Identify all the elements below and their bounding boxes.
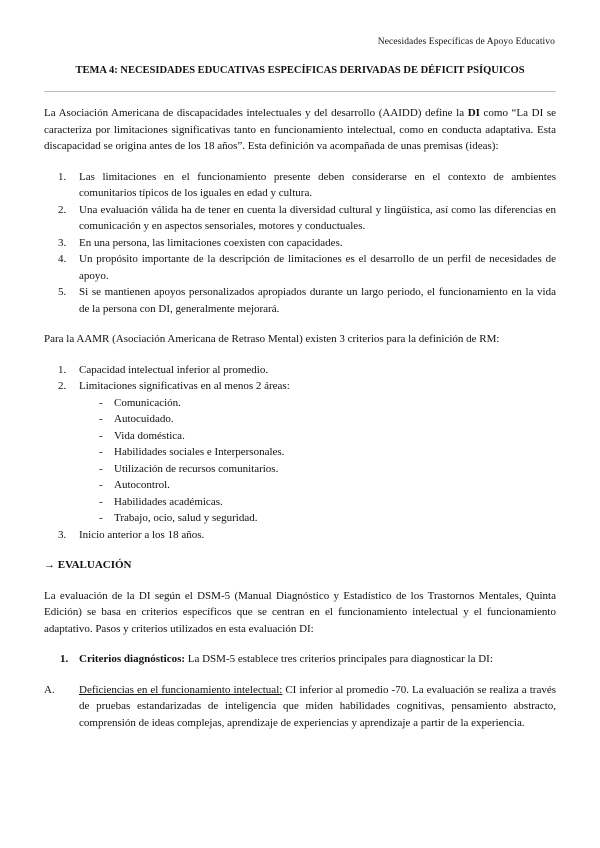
premises-list: [44, 169, 556, 318]
list-item-text: Un propósito importante de la descripción de limitaciones es el desarrollo de un perfil de necesidades de apoyo.: [79, 253, 556, 282]
list-letter: A.: [44, 683, 55, 696]
list-number: 2.: [58, 203, 67, 216]
list-number: 3.: [58, 528, 67, 541]
list-item-text: Limitaciones significativas en al menos 2 áreas:: [79, 380, 290, 392]
list-item: [44, 169, 556, 202]
area-text: Habilidades sociales e Interpersonales.: [114, 446, 285, 458]
list-number: 4.: [58, 253, 67, 265]
area-item: - Utilización de recursos comunitarios.: [99, 462, 279, 475]
area-item: - Habilidades sociales e Interpersonales.: [99, 446, 285, 458]
list-item: [44, 682, 556, 732]
area-text: Autocontrol.: [114, 479, 170, 491]
area-text: Vida doméstica.: [114, 429, 185, 442]
list-item: [44, 362, 556, 379]
areas-list: [44, 395, 556, 527]
area-text: Autocuidado.: [114, 413, 174, 425]
intro-text-end: como “La DI se caracteriza por limitaciones significativas tanto en funcionamiento intelectual, como en conducta adaptativa. Esta discapacidad se origina antes de los 18 años”. Esta definición va acompañada de unas premisas (ideas):: [44, 107, 556, 152]
intro-paragraph: [44, 105, 556, 155]
criteria-text: La DSM-5 establece tres criterios principales para diagnosticar la DI:: [185, 653, 493, 665]
area-item: - Trabajo, ocio, salud y seguridad.: [99, 512, 258, 524]
list-item: [44, 202, 556, 235]
evaluation-paragraph: La evaluación de la DI según el DSM-5 (Manual Diagnóstico y Estadístico de los Trastornos Mentales, Quinta Edición) se basa en criterios específicos que se centran en el funcionamiento intelectual y el funcionamiento adaptativo. Pasos y criterios utilizados en esta evaluación DI:: [44, 589, 556, 635]
aamr-criteria-list: [44, 362, 556, 544]
area-text: Habilidades académicas.: [114, 495, 223, 508]
list-number: 1.: [58, 170, 67, 183]
list-item: [44, 235, 556, 252]
document-title: TEMA 4: NECESIDADES EDUCATIVAS ESPECÍFICAS DERIVADAS DE DÉFICIT PSÍQUICOS: [75, 65, 525, 76]
evaluation-heading: → EVALUACIÓN: [44, 559, 132, 571]
list-number: 1.: [58, 363, 67, 376]
area-text: Utilización de recursos comunitarios.: [114, 462, 279, 475]
list-number: 1.: [60, 653, 69, 665]
area-item: - Comunicación.: [99, 396, 181, 409]
aamr-intro: Para la AAMR (Asociación Americana de Retraso Mental) existen 3 criterios para la definición de RM:: [44, 333, 500, 345]
intro-text-start: La Asociación Americana de discapacidades intelectuales y del desarrollo (AAIDD) define la: [44, 107, 468, 119]
intro-term-di: DI: [467, 107, 480, 119]
list-item: [44, 527, 556, 544]
area-text: Comunicación.: [114, 396, 181, 409]
sub-criteria-label: Deficiencias en el funcionamiento intelectual:: [79, 683, 283, 696]
area-item: - Autocuidado.: [99, 413, 174, 425]
area-item: - Habilidades académicas.: [99, 495, 223, 508]
document-body: [44, 105, 556, 731]
area-item: - Vida doméstica.: [99, 429, 185, 442]
criteria-label: Criterios diagnósticos:: [79, 653, 186, 665]
area-text: Trabajo, ocio, salud y seguridad.: [114, 512, 258, 524]
list-number: 5.: [58, 286, 67, 298]
list-item-text: Si se mantienen apoyos personalizados apropiados durante un largo periodo, el funcionamiento en la vida de la persona con DI, generalmente mejorará.: [79, 286, 556, 315]
title-divider: [44, 91, 556, 92]
list-item-text: Las limitaciones en el funcionamiento presente deben considerarse en el contexto de ambientes comunitarios típicos de los iguales en edad y cultura.: [79, 170, 556, 199]
list-item-text: Capacidad intelectual inferior al promedio.: [79, 363, 269, 376]
sub-criteria-list: [44, 682, 556, 732]
sub-criteria-text: CI inferior al promedio -70. La evaluación se realiza a través de pruebas estandarizadas de inteligencia que miden habilidades cognitivas, pensamiento abstracto, comprensión de ideas complejas, aprendizaje de experiencias y aprendizaje a partir de la experiencia.: [79, 683, 556, 729]
running-header: Necesidades Específicas de Apoyo Educativo: [377, 37, 555, 47]
list-item: [44, 651, 556, 668]
list-item: [44, 378, 556, 527]
list-number: 3.: [58, 236, 67, 249]
list-item-text: Una evaluación válida ha de tener en cuenta la diversidad cultural y lingüística, así como las diferencias en comunicación y en aspectos sensoriales, motores y conductuales.: [79, 203, 556, 232]
list-item-text: En una persona, las limitaciones coexisten con capacidades.: [79, 236, 343, 249]
area-item: - Autocontrol.: [99, 479, 170, 491]
list-item-text: Inicio anterior a los 18 años.: [79, 528, 205, 541]
list-number: 2.: [58, 380, 67, 392]
evaluation-criteria-list: [44, 651, 556, 668]
list-item: [44, 284, 556, 317]
list-item: [44, 251, 556, 284]
